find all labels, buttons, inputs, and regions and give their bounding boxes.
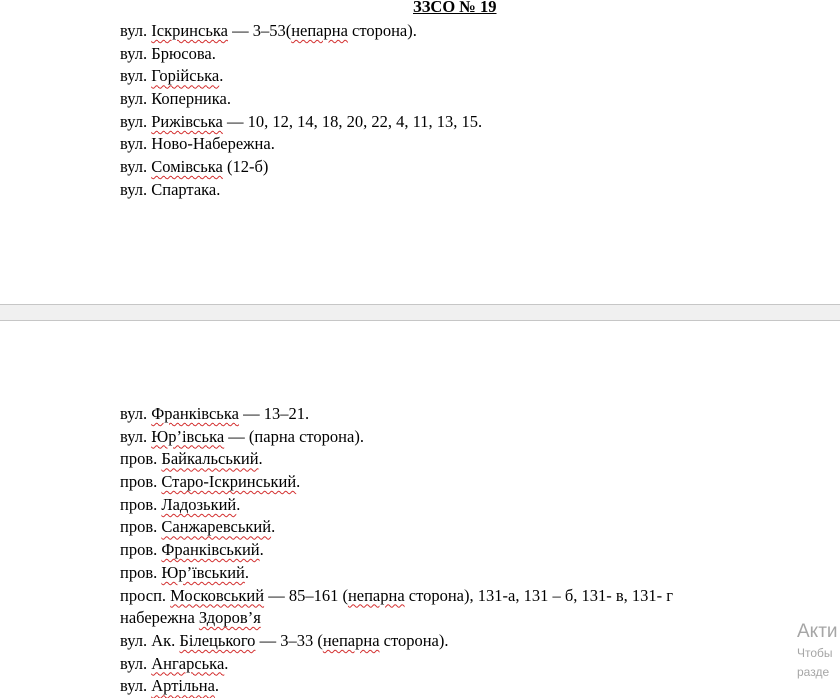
address-text: пров. bbox=[120, 517, 162, 537]
spellcheck-flagged-word: Артільна bbox=[151, 676, 215, 696]
address-text: . bbox=[271, 517, 276, 537]
activation-line: разде bbox=[797, 665, 830, 679]
address-text: . bbox=[259, 540, 264, 560]
address-line bbox=[120, 88, 482, 111]
address-line bbox=[120, 494, 673, 517]
spellcheck-flagged-word: Ладозький bbox=[161, 494, 237, 514]
address-line bbox=[120, 675, 673, 698]
spellcheck-flagged-word: непарна bbox=[291, 21, 348, 40]
address-text: вул. Спартака. bbox=[120, 179, 221, 199]
address-text: вул. bbox=[120, 66, 152, 86]
address-text: . bbox=[236, 494, 241, 514]
address-text: пров. bbox=[120, 494, 162, 514]
address-text: вул. bbox=[120, 404, 152, 423]
address-text: вул. bbox=[120, 111, 152, 131]
address-line bbox=[120, 403, 673, 426]
address-text: — 3–53( bbox=[227, 21, 292, 40]
street-list-page-1 bbox=[120, 20, 482, 202]
address-text: сторона). bbox=[347, 21, 417, 40]
address-line bbox=[120, 156, 482, 179]
street-list-page-2 bbox=[120, 403, 673, 698]
address-text: . bbox=[219, 66, 224, 86]
windows-activation-watermark bbox=[797, 620, 838, 682]
spellcheck-flagged-word: Горійська bbox=[151, 66, 220, 86]
spellcheck-flagged-word: непарна bbox=[322, 630, 380, 650]
spellcheck-flagged-word: Юр’івська bbox=[151, 426, 225, 446]
page-break bbox=[0, 304, 840, 321]
address-text: . bbox=[296, 472, 301, 492]
address-text: набережна bbox=[120, 608, 199, 628]
address-line bbox=[120, 562, 673, 585]
address-text: — (парна сторона). bbox=[224, 426, 364, 446]
address-text: сторона). bbox=[379, 630, 449, 650]
spellcheck-flagged-word: Московський bbox=[170, 585, 265, 605]
address-line bbox=[120, 20, 482, 43]
spellcheck-flagged-word: непарна bbox=[347, 585, 405, 605]
address-line bbox=[120, 448, 673, 471]
address-text: пров. bbox=[120, 540, 162, 560]
address-text: . bbox=[214, 676, 220, 696]
address-text: сторона), 131-а, 131 – б, 131- в, 131- г bbox=[404, 585, 674, 605]
address-line bbox=[120, 607, 673, 630]
spellcheck-flagged-word: Санжаревський bbox=[161, 517, 272, 537]
spellcheck-flagged-word: Юр’ївський bbox=[161, 562, 245, 582]
address-text: пров. bbox=[120, 449, 162, 469]
address-line bbox=[120, 653, 673, 676]
activation-line: Чтобы bbox=[797, 646, 833, 660]
address-text: просп. bbox=[120, 585, 171, 605]
address-text: вул. bbox=[120, 676, 152, 696]
page-title: ЗЗСО № 19 bbox=[413, 0, 497, 16]
address-text: — 3–33 ( bbox=[255, 630, 323, 650]
spellcheck-flagged-word: Байкальський bbox=[161, 449, 259, 469]
address-text: вул. bbox=[120, 426, 152, 446]
spellcheck-flagged-word: Здоров’я bbox=[198, 608, 261, 628]
address-text: — 13–21. bbox=[238, 404, 310, 423]
spellcheck-flagged-word: Рижівська bbox=[151, 111, 223, 131]
address-line bbox=[120, 630, 673, 653]
spellcheck-flagged-word: Білецького bbox=[179, 630, 256, 650]
address-line bbox=[120, 516, 673, 539]
address-line bbox=[120, 65, 482, 88]
spellcheck-flagged-word: Старо-Іскринський bbox=[161, 472, 297, 492]
address-text: пров. bbox=[120, 562, 162, 582]
address-text: вул. bbox=[120, 157, 152, 177]
address-text: пров. bbox=[120, 472, 162, 492]
address-line bbox=[120, 111, 482, 134]
address-line bbox=[120, 471, 673, 494]
address-text: . bbox=[224, 653, 229, 673]
address-text: (12-б) bbox=[222, 157, 269, 177]
address-line bbox=[120, 179, 482, 202]
address-text: вул. bbox=[120, 21, 152, 40]
spellcheck-flagged-word: Сомівська bbox=[151, 157, 223, 177]
address-line bbox=[120, 133, 482, 156]
spellcheck-flagged-word: Франківська bbox=[151, 404, 239, 423]
address-text: — 85–161 ( bbox=[264, 585, 348, 605]
address-text: вул. Ново-Набережна. bbox=[120, 134, 275, 154]
spellcheck-flagged-word: Франківський bbox=[161, 540, 260, 560]
activation-title: Акти bbox=[797, 621, 838, 642]
address-line bbox=[120, 585, 673, 608]
spellcheck-flagged-word: Ангарська bbox=[151, 653, 225, 673]
address-text: . bbox=[244, 562, 250, 582]
address-line bbox=[120, 539, 673, 562]
address-text: . bbox=[258, 449, 263, 469]
spellcheck-flagged-word: Іскринська bbox=[151, 21, 228, 40]
address-line bbox=[120, 43, 482, 66]
address-text: вул. Ак. bbox=[120, 630, 180, 650]
address-text: вул. Брюсова. bbox=[120, 43, 216, 63]
address-text: вул. bbox=[120, 653, 152, 673]
address-text: — 10, 12, 14, 18, 20, 22, 4, 11, 13, 15. bbox=[222, 111, 483, 131]
address-text: вул. Коперника. bbox=[120, 89, 231, 109]
address-line bbox=[120, 426, 673, 449]
